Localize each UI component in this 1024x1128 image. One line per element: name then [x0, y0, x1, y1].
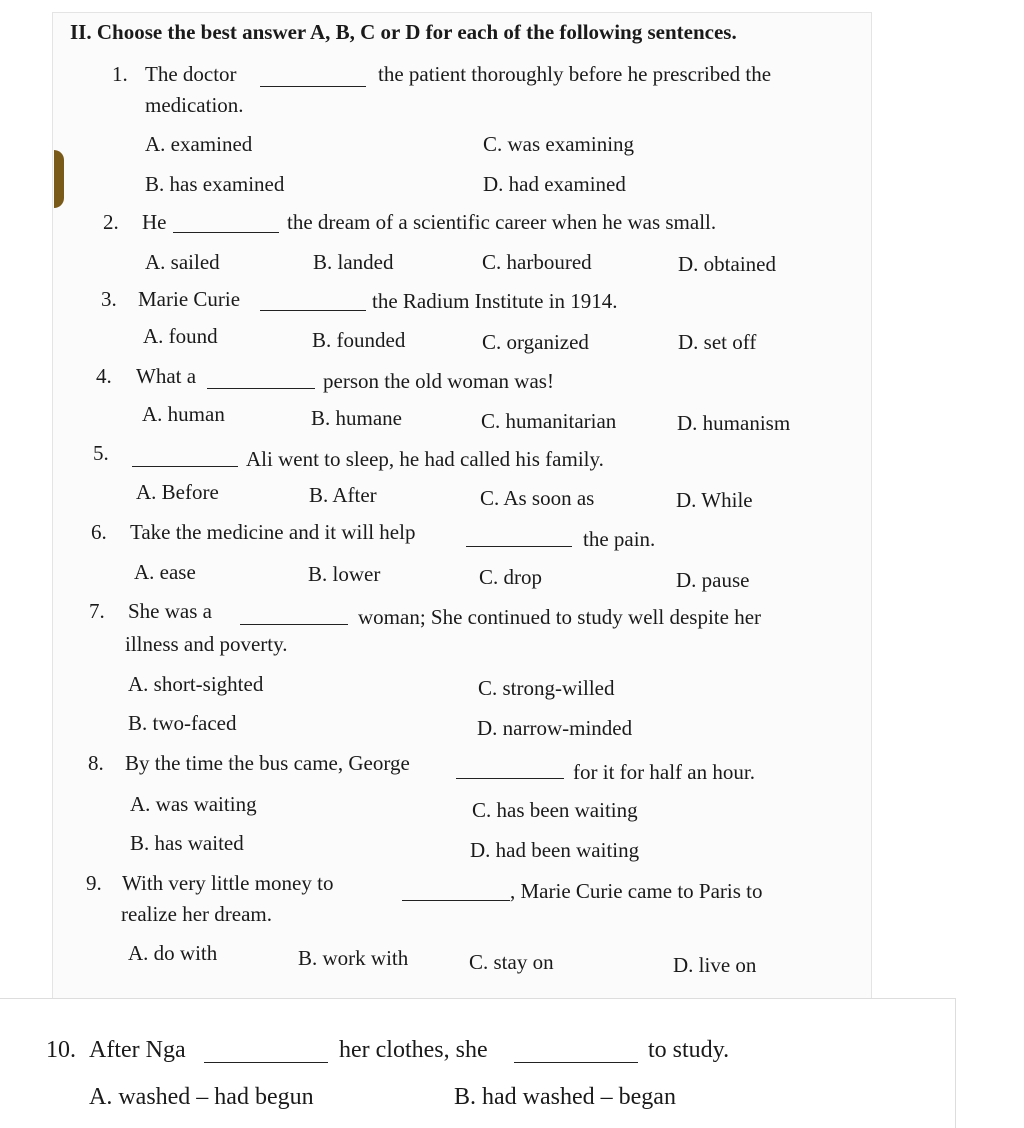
q2-option-a: A. sailed — [145, 250, 220, 274]
q1-number: 1. — [112, 62, 128, 86]
q6-option-a: A. ease — [134, 560, 196, 584]
q4-option-c: C. humanitarian — [481, 409, 617, 433]
q10-option-b: B. had washed – began — [454, 1084, 676, 1110]
q2-text-before: He — [142, 210, 167, 234]
q7-answer-blank[interactable] — [240, 624, 348, 625]
q8-option-d: D. had been waiting — [470, 838, 640, 862]
q9-option-d: D. live on — [673, 953, 757, 977]
q10-text-middle: her clothes, she — [339, 1037, 488, 1063]
q1-answer-blank[interactable] — [260, 86, 366, 87]
q8-number: 8. — [88, 751, 104, 775]
q3-option-b: B. founded — [312, 328, 406, 352]
q8-option-a: A. was waiting — [130, 792, 257, 816]
q6-option-d: D. pause — [676, 568, 750, 592]
q4-option-d: D. humanism — [677, 411, 791, 435]
q5-text-after: Ali went to sleep, he had called his family. — [246, 447, 604, 471]
q6-answer-blank[interactable] — [466, 546, 572, 547]
q10-answer-blank-1[interactable] — [204, 1062, 328, 1063]
q2-text-after: the dream of a scientific career when he was small. — [287, 210, 717, 234]
q9-text-before: With very little money to — [122, 871, 334, 895]
q5-option-c: C. As soon as — [480, 486, 595, 510]
q7-text-line2: illness and poverty. — [125, 632, 288, 656]
q5-option-a: A. Before — [136, 480, 219, 504]
q7-text-before: She was a — [128, 599, 212, 623]
q6-text-before: Take the medicine and it will help — [130, 520, 416, 544]
q5-option-d: D. While — [676, 488, 753, 512]
q7-text-after: woman; She continued to study well despite her — [358, 605, 762, 629]
q1-option-c: C. was examining — [483, 132, 635, 156]
q3-option-d: D. set off — [678, 330, 757, 354]
q6-option-c: C. drop — [479, 565, 542, 589]
q10-text-after: to study. — [648, 1037, 730, 1063]
q1-text-line2: medication. — [145, 93, 244, 117]
q4-text-after: person the old woman was! — [323, 369, 554, 393]
q4-option-a: A. human — [142, 402, 225, 426]
q10-answer-blank-2[interactable] — [514, 1062, 638, 1063]
q2-number: 2. — [103, 210, 119, 234]
q7-option-a: A. short-sighted — [128, 672, 264, 696]
q5-answer-blank[interactable] — [132, 466, 238, 467]
q4-number: 4. — [96, 364, 112, 388]
q3-text-after: the Radium Institute in 1914. — [372, 289, 618, 313]
q1-option-a: A. examined — [145, 132, 253, 156]
section-title: II. Choose the best answer A, B, C or D for each of the following sentences. — [70, 20, 737, 44]
q8-option-b: B. has waited — [130, 831, 244, 855]
q2-answer-blank[interactable] — [173, 232, 279, 233]
q6-option-b: B. lower — [308, 562, 381, 586]
q9-option-c: C. stay on — [469, 950, 554, 974]
q1-text-after: the patient thoroughly before he prescribed the — [378, 62, 772, 86]
q9-text-line2: realize her dream. — [121, 902, 272, 926]
q3-option-c: C. organized — [482, 330, 589, 354]
q8-text-after: for it for half an hour. — [573, 760, 755, 784]
q5-number: 5. — [93, 441, 109, 465]
q4-option-b: B. humane — [311, 406, 402, 430]
q2-option-c: C. harboured — [482, 250, 592, 274]
q1-option-d: D. had examined — [483, 172, 626, 196]
q1-option-b: B. has examined — [145, 172, 285, 196]
binding-mark — [54, 150, 64, 208]
q9-text-after: , Marie Curie came to Paris to — [510, 879, 763, 903]
q9-option-a: A. do with — [128, 941, 218, 965]
q3-text-before: Marie Curie — [138, 287, 241, 311]
q3-number: 3. — [101, 287, 117, 311]
q10-text-before: After Nga — [89, 1037, 186, 1063]
q9-option-b: B. work with — [298, 946, 409, 970]
q5-option-b: B. After — [309, 483, 377, 507]
q4-text-before: What a — [136, 364, 197, 388]
q4-answer-blank[interactable] — [207, 388, 315, 389]
q7-option-b: B. two-faced — [128, 711, 237, 735]
q6-text-after: the pain. — [583, 527, 656, 551]
q8-option-c: C. has been waiting — [472, 798, 638, 822]
q7-number: 7. — [89, 599, 105, 623]
q8-answer-blank[interactable] — [456, 778, 564, 779]
q1-text-before: The doctor — [145, 62, 237, 86]
q2-option-b: B. landed — [313, 250, 394, 274]
q9-number: 9. — [86, 871, 102, 895]
q10-option-a: A. washed – had begun — [89, 1084, 314, 1110]
q7-option-d: D. narrow-minded — [477, 716, 633, 740]
q9-answer-blank[interactable] — [402, 900, 510, 901]
q2-option-d: D. obtained — [678, 252, 776, 276]
q7-option-c: C. strong-willed — [478, 676, 615, 700]
q3-answer-blank[interactable] — [260, 310, 366, 311]
q6-number: 6. — [91, 520, 107, 544]
q3-option-a: A. found — [143, 324, 218, 348]
q10-number: 10. — [46, 1037, 76, 1063]
q8-text-before: By the time the bus came, George — [125, 751, 410, 775]
